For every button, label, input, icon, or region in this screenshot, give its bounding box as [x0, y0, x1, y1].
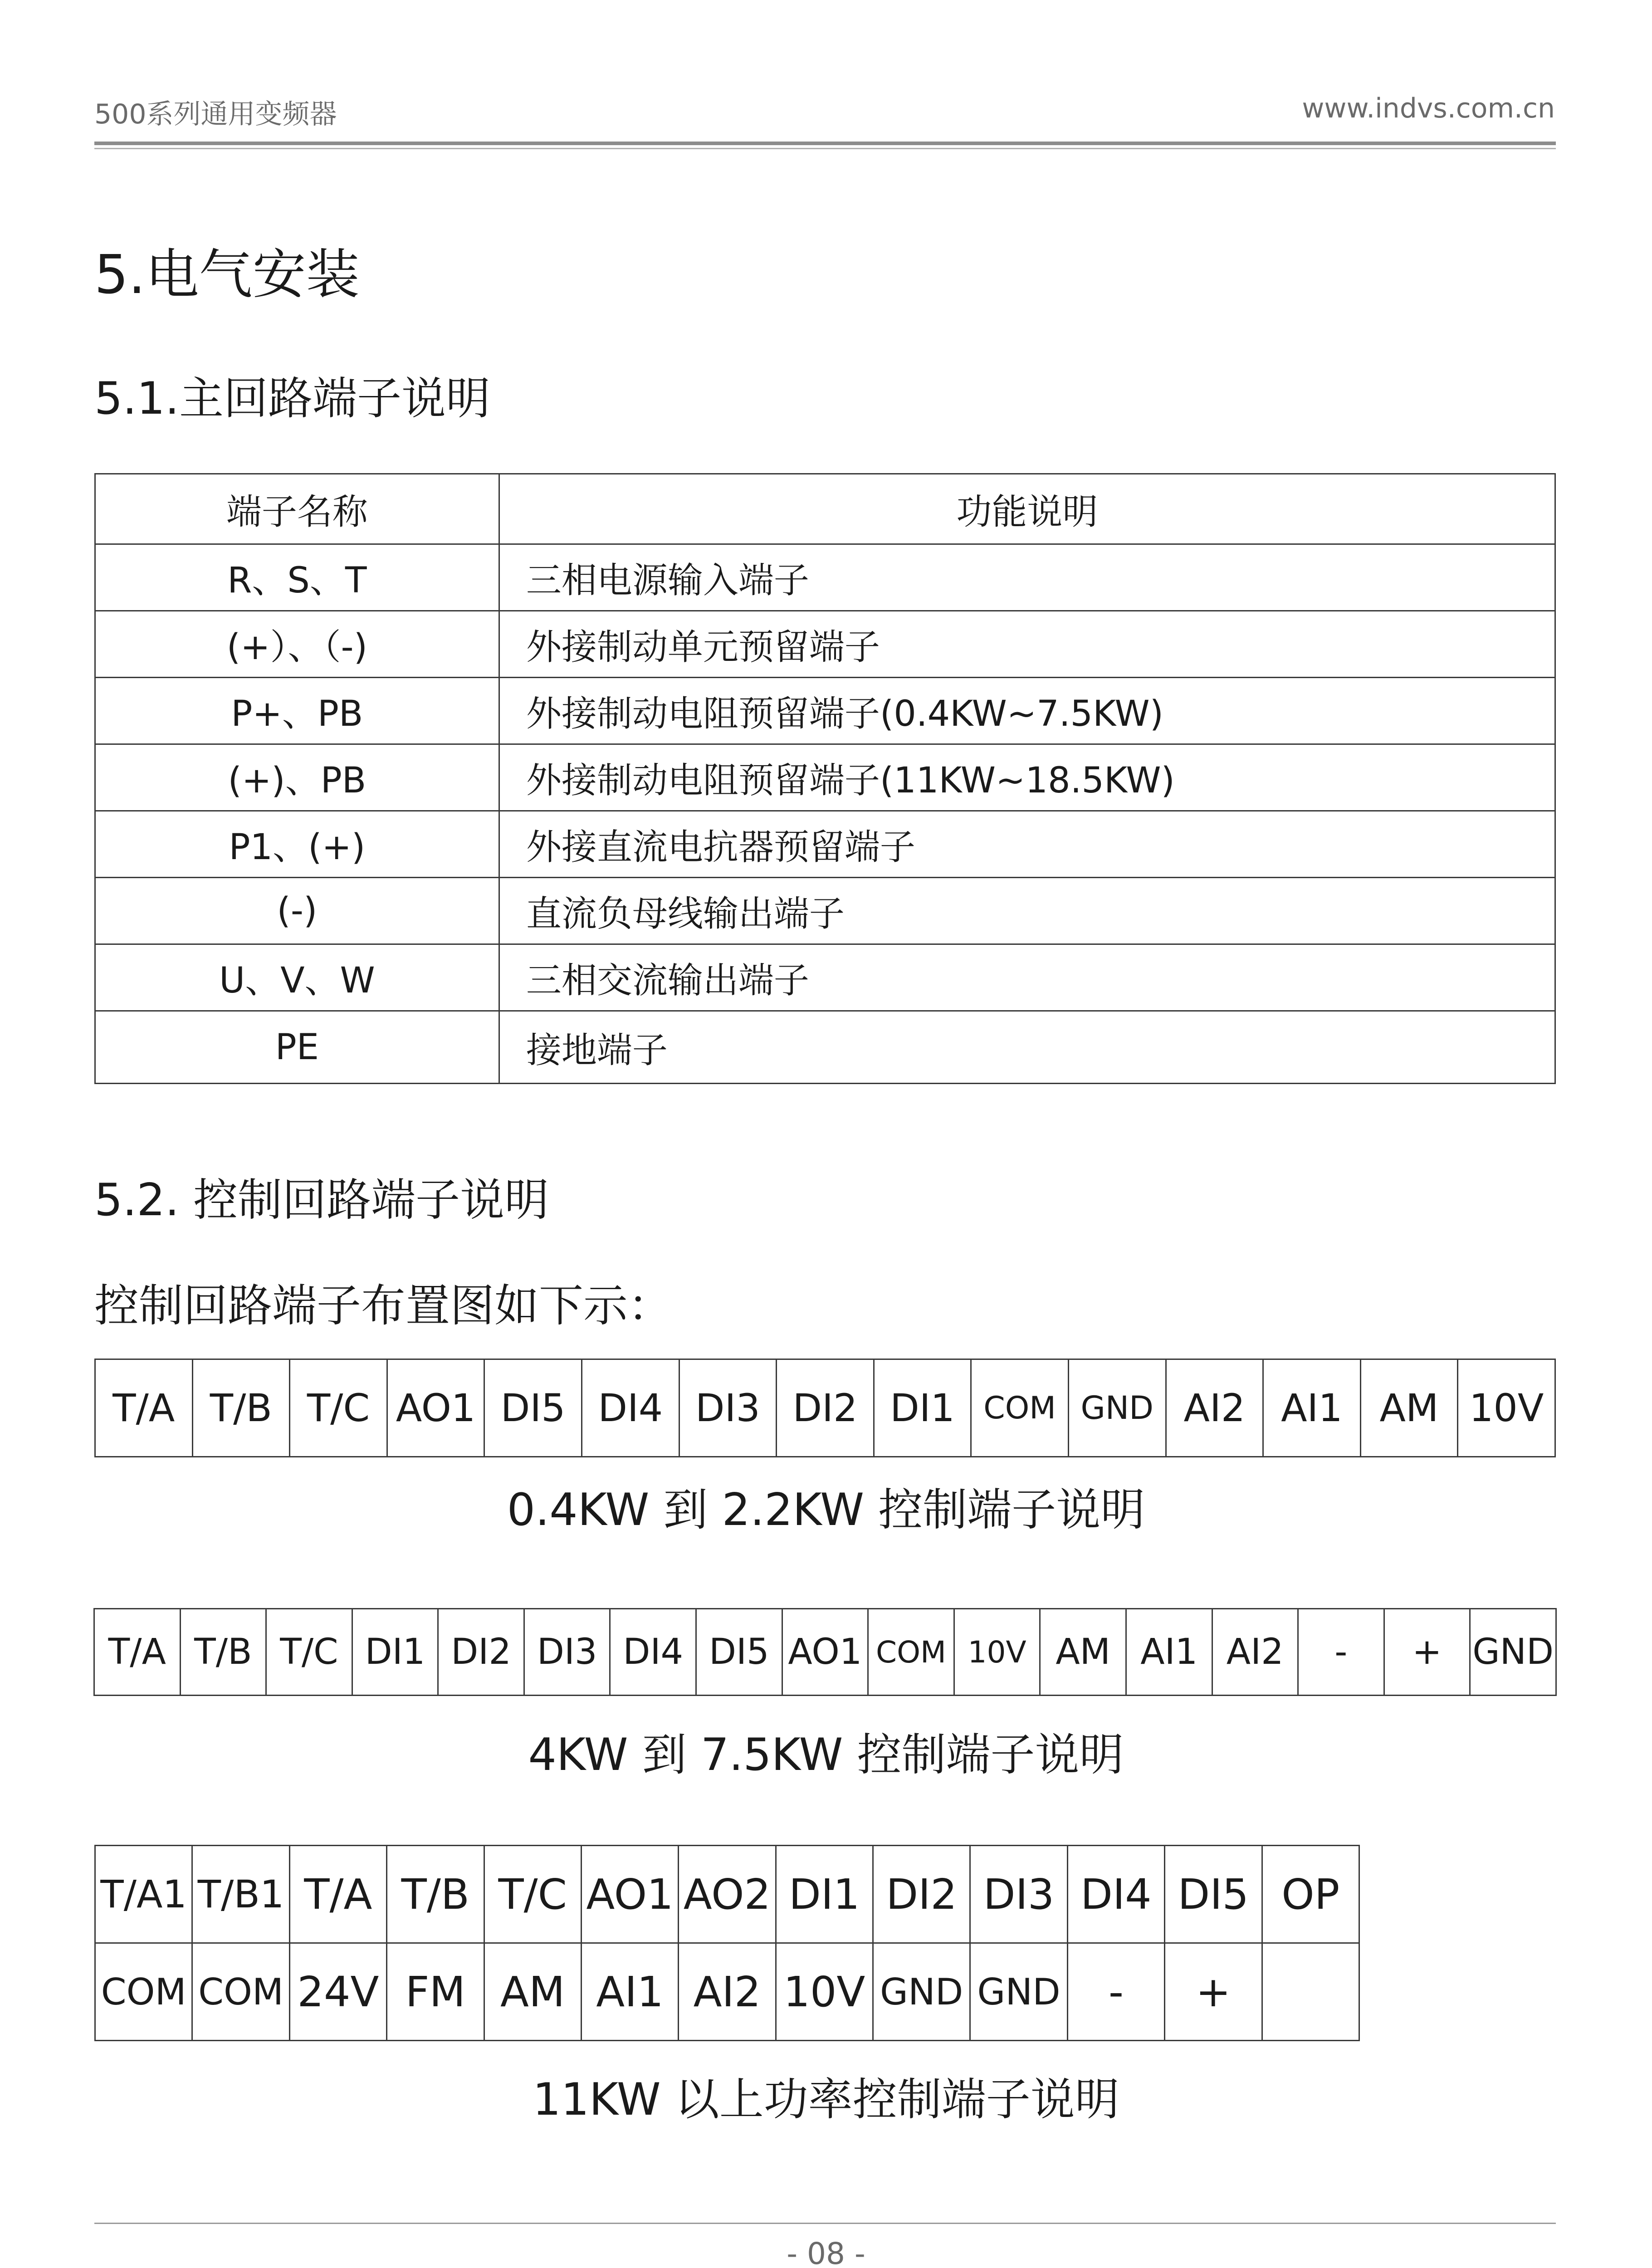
terminal-row [94, 1609, 1556, 1696]
terminal-cell: DI5 [696, 1609, 782, 1696]
terminal-cell: COM [971, 1359, 1069, 1457]
terminal-cell: DI5 [484, 1359, 582, 1457]
terminal-cell: T/C [290, 1359, 387, 1457]
terminal-cell: AI1 [1126, 1609, 1212, 1696]
function-cell: 接地端子 [499, 1011, 1555, 1084]
terminal-cell: GND [873, 1943, 970, 2041]
terminal-cell: DI5 [1165, 1846, 1262, 1943]
terminal-cell-empty [1262, 1943, 1359, 2041]
table-row [95, 944, 1555, 1011]
terminal-cell: GND [1470, 1609, 1556, 1696]
table-row [95, 878, 1555, 944]
terminal-name-cell: (-) [95, 878, 499, 944]
function-cell: 外接制动单元预留端子 [499, 611, 1555, 678]
terminal-cell: DI4 [1067, 1846, 1164, 1943]
terminal-cell: GND [970, 1943, 1067, 2041]
layout-caption-0.4-2.2kw: 0.4KW 到 2.2KW 控制端子说明 [507, 1484, 1145, 1536]
terminal-cell: GND [1068, 1359, 1166, 1457]
terminal-cell: - [1298, 1609, 1384, 1696]
terminal-cell: - [1067, 1943, 1164, 2041]
terminal-cell: 10V [776, 1943, 873, 2041]
function-cell: 外接制动电阻预留端子(0.4KW~7.5KW) [499, 678, 1555, 744]
table-row [95, 1011, 1555, 1084]
terminal-cell: + [1384, 1609, 1470, 1696]
terminal-cell: T/C [266, 1609, 352, 1696]
function-cell: 外接直流电抗器预留端子 [499, 811, 1555, 878]
table-row [95, 744, 1555, 811]
terminal-cell: 10V [954, 1609, 1040, 1696]
terminal-cell: COM [192, 1943, 289, 2041]
terminal-cell: DI1 [776, 1846, 873, 1943]
terminal-cell: AI2 [1166, 1359, 1263, 1457]
terminal-cell: AO1 [581, 1846, 678, 1943]
terminal-cell: DI2 [873, 1846, 970, 1943]
terminal-cell: DI3 [679, 1359, 777, 1457]
table-header-row [95, 474, 1555, 544]
terminal-cell: T/C [484, 1846, 581, 1943]
terminal-name-cell: R、S、T [95, 544, 499, 611]
terminal-name-cell: PE [95, 1011, 499, 1084]
terminal-cell: COM [95, 1943, 192, 2041]
terminal-name-cell: U、V、W [95, 944, 499, 1011]
terminal-name-cell: (+)、PB [95, 744, 499, 811]
terminal-cell: AO1 [387, 1359, 484, 1457]
terminal-cell: AM [1360, 1359, 1458, 1457]
terminal-cell: AI1 [581, 1943, 678, 2041]
terminal-cell: T/B [192, 1359, 290, 1457]
section-title-main-circuit: 5.1.主回路端子说明 [94, 373, 491, 425]
terminal-cell: DI2 [438, 1609, 524, 1696]
terminal-cell: DI2 [777, 1359, 874, 1457]
terminal-cell: FM [387, 1943, 484, 2041]
function-cell: 三相交流输出端子 [499, 944, 1555, 1011]
footer-divider [94, 2223, 1556, 2224]
function-cell: 外接制动电阻预留端子(11KW~18.5KW) [499, 744, 1555, 811]
control-layout-intro: 控制回路端子布置图如下示： [94, 1280, 673, 1332]
terminal-name-cell: P+、PB [95, 678, 499, 744]
terminal-cell: DI4 [610, 1609, 696, 1696]
header-website: www.indvs.com.cn [1302, 93, 1555, 124]
function-cell: 三相电源输入端子 [499, 544, 1555, 611]
header-doc-title: 500系列通用变频器 [94, 98, 337, 130]
terminal-cell: AM [1040, 1609, 1126, 1696]
terminal-row-upper [95, 1846, 1359, 1943]
header-divider-thin [94, 148, 1556, 149]
terminal-cell: AO2 [679, 1846, 776, 1943]
terminal-name-cell: P1、(+) [95, 811, 499, 878]
terminal-cell: 10V [1458, 1359, 1555, 1457]
column-header-terminal-name: 端子名称 [95, 474, 499, 544]
header-divider [94, 142, 1556, 145]
terminal-cell: T/A [94, 1609, 181, 1696]
terminal-name-cell: (+）、（-) [95, 611, 499, 678]
function-cell: 直流负母线输出端子 [499, 878, 1555, 944]
page-number: - 08 - [787, 2236, 865, 2268]
terminal-cell: T/A1 [95, 1846, 192, 1943]
table-row [95, 544, 1555, 611]
terminal-cell: DI3 [970, 1846, 1067, 1943]
terminal-cell: DI1 [874, 1359, 971, 1457]
control-terminal-layout-4-7.5kw [93, 1608, 1557, 1696]
terminal-cell: + [1165, 1943, 1262, 2041]
column-header-function: 功能说明 [499, 474, 1555, 544]
terminal-cell: 24V [289, 1943, 386, 2041]
layout-caption-4-7.5kw: 4KW 到 7.5KW 控制端子说明 [528, 1729, 1124, 1781]
table-row [95, 611, 1555, 678]
terminal-cell: AI2 [679, 1943, 776, 2041]
terminal-cell: DI3 [524, 1609, 610, 1696]
terminal-cell: AI2 [1212, 1609, 1298, 1696]
terminal-cell: AI1 [1263, 1359, 1361, 1457]
section-title-control-circuit: 5.2. 控制回路端子说明 [94, 1174, 549, 1226]
table-row [95, 678, 1555, 744]
terminal-cell: T/B [180, 1609, 266, 1696]
main-circuit-terminal-table [94, 473, 1556, 1084]
terminal-cell: T/A [289, 1846, 386, 1943]
terminal-cell: T/B1 [192, 1846, 289, 1943]
table-row [95, 811, 1555, 878]
terminal-cell: AO1 [782, 1609, 868, 1696]
terminal-cell: DI4 [582, 1359, 679, 1457]
terminal-cell: AM [484, 1943, 581, 2041]
terminal-cell: DI1 [352, 1609, 438, 1696]
chapter-title: 5.电气安装 [94, 243, 360, 306]
terminal-cell: COM [868, 1609, 954, 1696]
control-terminal-layout-11kw-plus [94, 1845, 1360, 2041]
terminal-cell: T/A [95, 1359, 193, 1457]
terminal-cell: OP [1262, 1846, 1359, 1943]
terminal-row [95, 1359, 1555, 1457]
layout-caption-11kw-plus: 11KW 以上功率控制端子说明 [533, 2074, 1119, 2126]
control-terminal-layout-0.4-2.2kw [94, 1359, 1556, 1457]
terminal-cell: T/B [387, 1846, 484, 1943]
terminal-row-lower [95, 1943, 1359, 2041]
